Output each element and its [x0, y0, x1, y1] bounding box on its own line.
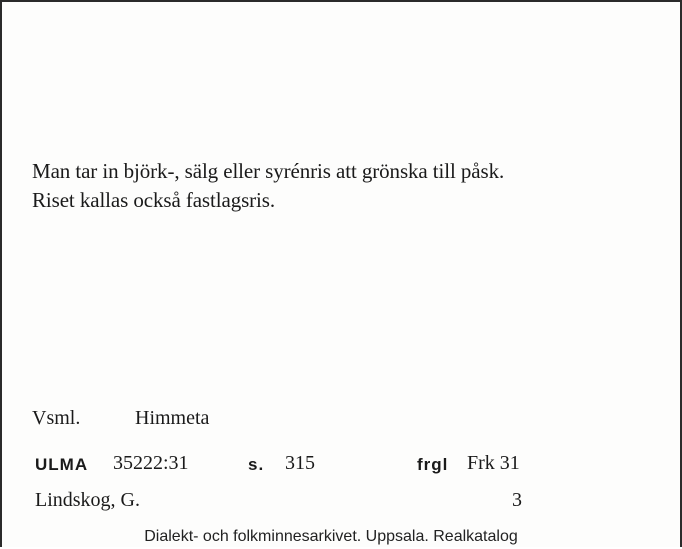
questionnaire-label: frgl [417, 455, 449, 474]
archive-label: ULMA [35, 455, 89, 474]
collector-row [2, 489, 682, 515]
page-number: 315 [285, 452, 315, 474]
parish-name: Himmeta [135, 407, 210, 429]
card-body-text [32, 157, 504, 215]
place-row [2, 407, 682, 433]
province-abbrev: Vsml. [32, 407, 81, 429]
page-label: s. [248, 455, 265, 474]
archive-row [2, 452, 682, 478]
footer-text: Dialekt- och folkminnesarkivet. Uppsala. Realkatalog [144, 528, 518, 545]
archive-number: 35222:31 [113, 452, 189, 474]
archive-footer [2, 528, 682, 549]
collector-name: Lindskog, G. [35, 489, 140, 511]
body-line-2: Riset kallas också fastlagsris. [32, 188, 276, 212]
card-count: 3 [512, 489, 522, 511]
body-line-1: Man tar in björk-, sälg eller syrénris att grönska till påsk. [32, 159, 505, 183]
questionnaire-code: Frk 31 [467, 452, 520, 474]
